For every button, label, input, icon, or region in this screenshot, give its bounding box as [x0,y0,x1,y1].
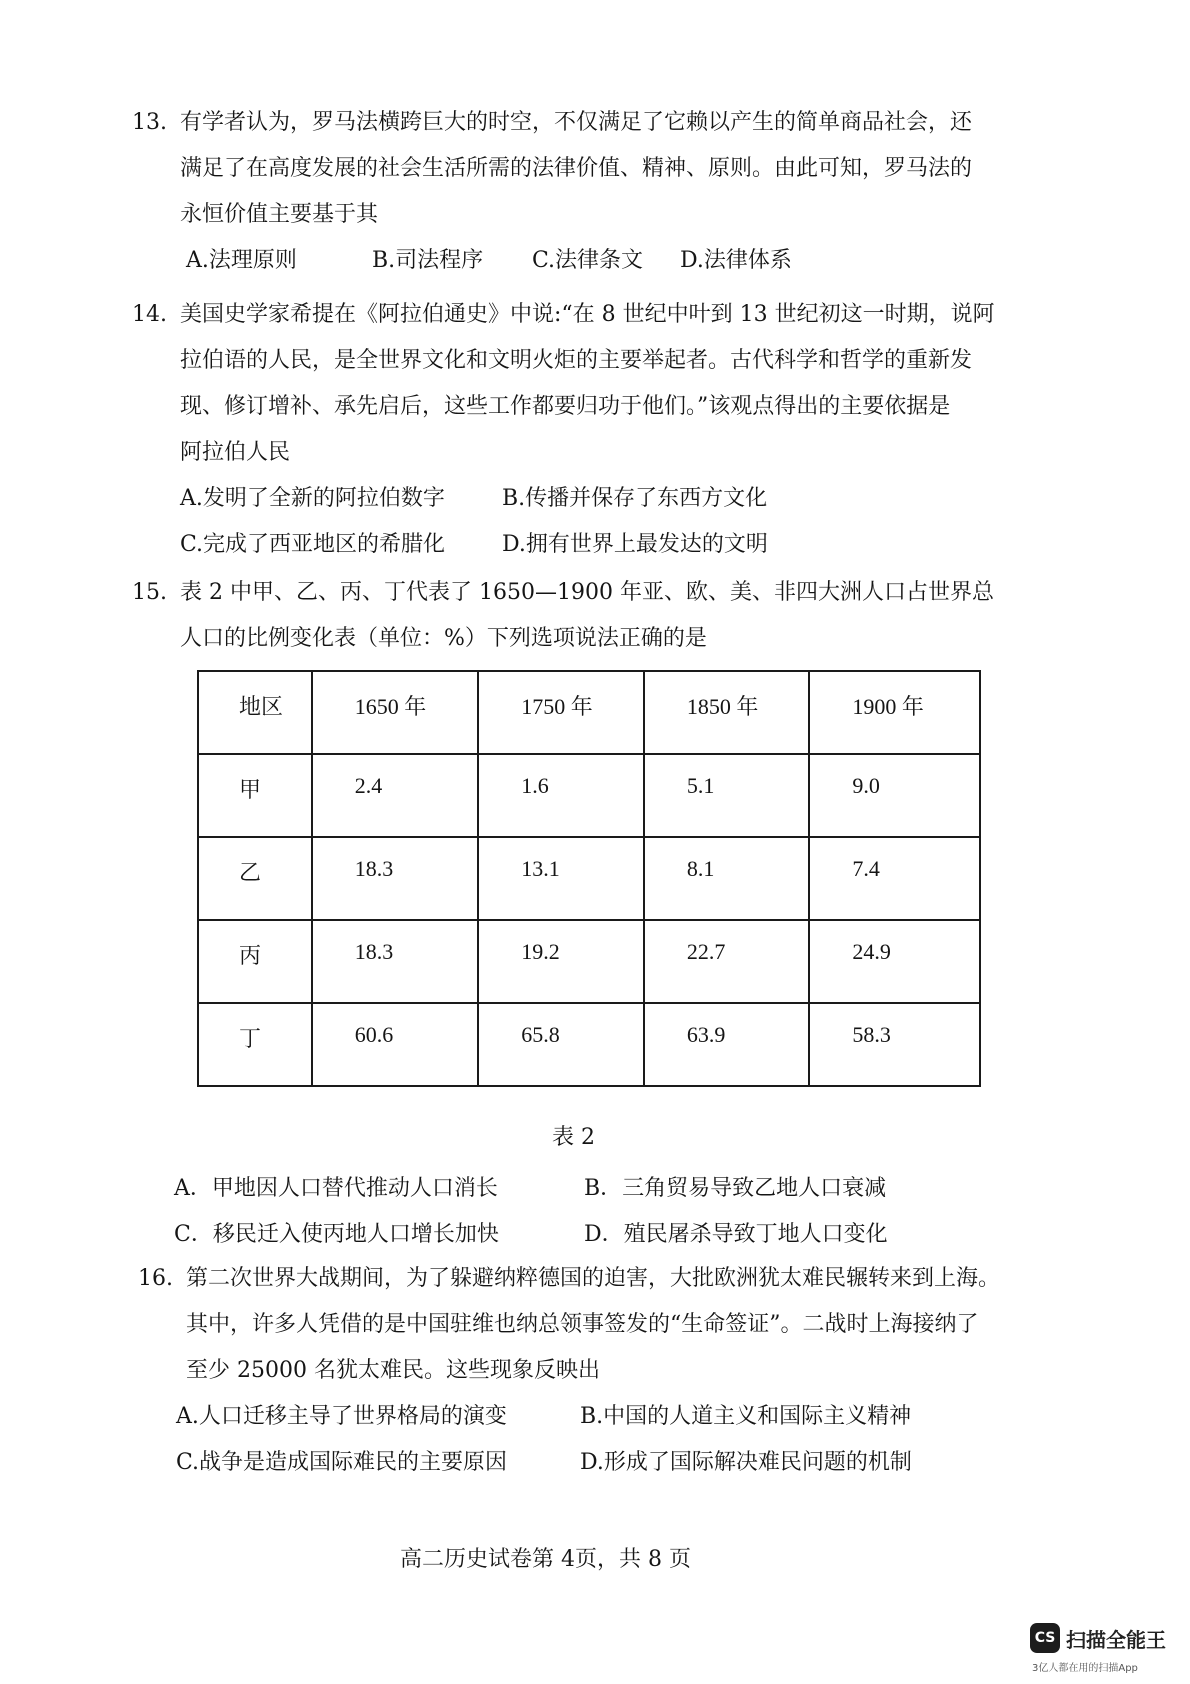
table-cell: 丁 [239,1026,262,1051]
stem-line: 其中，许多人凭借的是中国驻维也纳总领事签发的“生命签证”。二战时上海接纳了 [186,1312,979,1337]
option-d: D.形成了国际解决难民问题的机制 [580,1450,912,1475]
option-a: A.发明了全新的阿拉伯数字 [180,486,445,511]
stem-line: 人口的比例变化表（单位：%）下列选项说法正确的是 [180,626,707,651]
table-cell: 丙 [239,943,262,968]
watermark-app-name: 扫描全能王 [1066,1628,1166,1652]
option-a: A．甲地因人口替代推动人口消长 [174,1176,498,1201]
option-d: D．殖民屠杀导致丁地人口变化 [584,1222,888,1247]
table-header-cell: 1650 年 [354,694,427,719]
stem-line: 满足了在高度发展的社会生活所需的法律价值、精神、原则。由此可知，罗马法的 [180,156,973,181]
stem-line: 阿拉伯人民 [180,440,291,465]
table-cell: 63.9 [686,1022,726,1047]
table-row [198,1003,980,1086]
question-stem [180,292,995,476]
table-cell: 18.3 [354,939,394,964]
option-c: C.战争是造成国际难民的主要原因 [176,1450,508,1475]
camscanner-logo-icon: CS [1030,1623,1060,1653]
options-14 [180,476,1000,568]
option-c: C．移民迁入使丙地人口增长加快 [174,1222,499,1247]
options-15 [174,1166,1014,1258]
table-cell: 22.7 [686,939,726,964]
watermark-tagline: 3亿人都在用的扫描App [1032,1663,1138,1674]
option-b: B．三角贸易导致乙地人口衰减 [584,1176,887,1201]
table-cell: 9.0 [852,773,880,798]
options-16 [176,1394,1016,1486]
stem-line: 永恒价值主要基于其 [180,202,379,227]
table-row [198,754,980,837]
table-cell: 1.6 [521,773,549,798]
option-a: A.人口迁移主导了世界格局的演变 [176,1404,507,1429]
scanner-watermark [1030,1615,1180,1675]
table-header-cell: 1750 年 [521,694,593,719]
stem-line: 美国史学家希提在《阿拉伯通史》中说:“在 8 世纪中叶到 13 世纪初这一时期，说阿 [180,302,995,327]
table-row [198,837,980,920]
question-number: 16. [138,1266,173,1291]
question-stem [180,100,972,238]
table-cell: 乙 [239,860,262,885]
table-cell: 甲 [239,777,262,802]
table-cell: 8.1 [686,856,715,881]
stem-line: 第二次世界大战期间，为了躲避纳粹德国的迫害，大批欧洲犹太难民辗转来到上海。 [186,1266,1001,1291]
option-c: C.完成了西亚地区的希腊化 [180,532,446,557]
table-cell: 19.2 [521,939,560,964]
question-stem [186,1256,1000,1394]
population-table [197,670,981,1087]
option-b: B.传播并保存了东西方文化 [502,486,768,511]
table-cell: 60.6 [354,1022,394,1047]
table-cell: 24.9 [852,939,891,964]
table-header-row [198,671,980,754]
question-number: 14. [132,302,167,327]
table-cell: 65.8 [521,1022,560,1047]
stem-line: 至少 25000 名犹太难民。这些现象反映出 [186,1358,600,1383]
option-b: B.中国的人道主义和国际主义精神 [580,1404,912,1429]
stem-line: 现、修订增补、承先启后，这些工作都要归功于他们。”该观点得出的主要依据是 [180,394,951,419]
table-cell: 18.3 [354,856,394,881]
stem-line: 表 2 中甲、乙、丙、丁代表了 1650—1900 年亚、欧、美、非四大洲人口占世界总 [180,580,994,605]
table-cell: 5.1 [686,773,715,798]
table-cell: 2.4 [354,773,383,798]
table-caption: 表 2 [552,1125,595,1150]
stem-line: 有学者认为，罗马法横跨巨大的时空，不仅满足了它赖以产生的简单商品社会，还 [180,110,973,135]
option-d: D.拥有世界上最发达的文明 [502,532,768,557]
option-d: D.法律体系 [680,248,792,273]
table-header-cell: 1900 年 [852,694,924,719]
question-number: 15. [132,580,167,605]
table-cell: 7.4 [852,856,880,881]
option-a: A.法理原则 [186,248,297,273]
question-stem [180,570,994,662]
option-c: C.法律条文 [532,248,644,273]
table-header-cell: 地区 [239,694,284,719]
table-cell: 58.3 [852,1022,891,1047]
table-cell: 13.1 [521,856,560,881]
option-b: B.司法程序 [372,248,484,273]
table-row [198,920,980,1003]
question-number: 13. [132,110,167,135]
page-footer: 高二历史试卷第 4页，共 8 页 [400,1547,691,1572]
stem-line: 拉伯语的人民，是全世界文化和文明火炬的主要举起者。古代科学和哲学的重新发 [180,348,973,373]
table-header-cell: 1850 年 [686,694,759,719]
options-13 [186,238,986,284]
